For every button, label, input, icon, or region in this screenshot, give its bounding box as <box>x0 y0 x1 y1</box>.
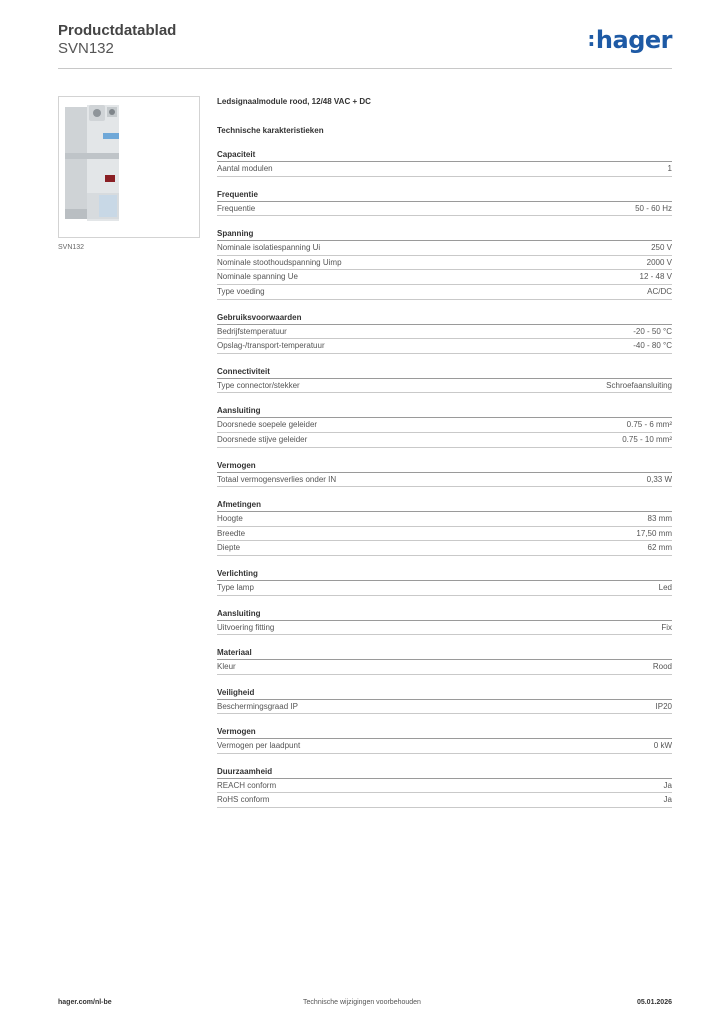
spec-row <box>217 256 672 271</box>
spec-label: Beschermingsgraad IP <box>217 701 298 711</box>
spec-row <box>217 162 672 177</box>
spec-group <box>217 150 672 177</box>
spec-value: Fix <box>661 622 672 632</box>
spec-row <box>217 270 672 285</box>
spec-label: Hoogte <box>217 514 243 524</box>
din-rail-module-icon <box>59 97 199 237</box>
logo-text: hager <box>595 26 672 54</box>
spec-row <box>217 541 672 556</box>
spec-group <box>217 500 672 556</box>
spec-group <box>217 727 672 754</box>
tech-characteristics-heading: Technische karakteristieken <box>217 126 324 135</box>
spec-label: Nominale isolatiespanning Ui <box>217 243 321 253</box>
spec-row <box>217 241 672 256</box>
spec-group-title: Afmetingen <box>217 500 672 512</box>
hager-logo <box>587 26 672 54</box>
spec-group <box>217 367 672 394</box>
spec-value: 17,50 mm <box>636 528 672 538</box>
spec-value: Led <box>658 582 672 592</box>
spec-group-title: Connectiviteit <box>217 367 672 379</box>
product-description: Ledsignaalmodule rood, 12/48 VAC + DC <box>217 97 371 106</box>
spec-label: Breedte <box>217 528 246 538</box>
spec-row <box>217 202 672 217</box>
footer-notice: Technische wijzigingen voorbehouden <box>303 999 421 1006</box>
spec-label: Frequentie <box>217 203 256 213</box>
spec-group-title: Vermogen <box>217 461 672 473</box>
spec-row <box>217 527 672 542</box>
spec-group <box>217 229 672 299</box>
spec-group-title: Aansluiting <box>217 609 672 621</box>
spec-group-title: Aansluiting <box>217 406 672 418</box>
spec-value: 250 V <box>651 243 672 253</box>
spec-value: Ja <box>663 795 672 805</box>
spec-row <box>217 739 672 754</box>
spec-label: Bedrijfstemperatuur <box>217 326 287 336</box>
spec-row <box>217 700 672 715</box>
spec-group <box>217 609 672 636</box>
spec-value: 0 kW <box>653 741 672 751</box>
spec-group-title: Spanning <box>217 229 672 241</box>
spec-group <box>217 648 672 675</box>
spec-value: Schroefaansluiting <box>606 380 672 390</box>
spec-value: 83 mm <box>647 514 672 524</box>
spec-group-title: Duurzaamheid <box>217 767 672 779</box>
spec-group <box>217 569 672 596</box>
spec-group <box>217 190 672 217</box>
spec-label: Type voeding <box>217 286 265 296</box>
spec-value: AC/DC <box>647 286 672 296</box>
spec-value: IP20 <box>655 701 672 711</box>
spec-value: Rood <box>652 662 672 672</box>
spec-label: Opslag-/transport-temperatuur <box>217 341 325 351</box>
spec-value: 62 mm <box>647 543 672 553</box>
footer-date: 05.01.2026 <box>636 999 672 1006</box>
spec-row <box>217 793 672 808</box>
spec-group <box>217 406 672 447</box>
spec-label: Aantal modulen <box>217 164 273 173</box>
spec-label: Nominale spanning Ue <box>217 272 298 282</box>
spec-row <box>217 621 672 636</box>
document-title: Productdatablad <box>58 22 177 39</box>
page-header <box>58 22 672 68</box>
spec-label: Totaal vermogensverlies onder IN <box>217 474 337 484</box>
product-code: SVN132 <box>58 40 114 57</box>
spec-groups <box>217 150 672 808</box>
header-divider <box>58 68 672 69</box>
spec-label: RoHS conform <box>217 795 270 805</box>
spec-value: 0,33 W <box>646 474 672 484</box>
spec-value: 1 <box>667 164 672 173</box>
logo-dots-icon: : <box>587 27 595 51</box>
spec-label: Doorsnede stijve geleider <box>217 434 308 444</box>
spec-row <box>217 581 672 596</box>
spec-row <box>217 418 672 433</box>
spec-group-title: Capaciteit <box>217 150 672 162</box>
spec-row <box>217 285 672 300</box>
spec-label: Diepte <box>217 543 241 553</box>
spec-value: 50 - 60 Hz <box>635 203 672 213</box>
spec-value: 2000 V <box>646 257 672 267</box>
spec-value: 12 - 48 V <box>639 272 672 282</box>
footer-website: hager.com/nl-be <box>58 999 112 1006</box>
spec-label: REACH conform <box>217 780 277 790</box>
spec-label: Nominale stoothoudspanning Uimp <box>217 257 342 267</box>
spec-label: Type lamp <box>217 582 254 592</box>
spec-group-title: Veiligheid <box>217 688 672 700</box>
spec-row <box>217 660 672 675</box>
spec-value: Ja <box>663 780 672 790</box>
spec-label: Doorsnede soepele geleider <box>217 420 318 430</box>
spec-group-title: Materiaal <box>217 648 672 660</box>
spec-row <box>217 512 672 527</box>
spec-group-title: Verlichting <box>217 569 672 581</box>
spec-content <box>217 96 672 808</box>
spec-value: -40 - 80 °C <box>633 341 672 351</box>
spec-row <box>217 433 672 448</box>
spec-group <box>217 461 672 488</box>
spec-row <box>217 473 672 488</box>
spec-row <box>217 325 672 340</box>
spec-row <box>217 339 672 354</box>
spec-group-title: Gebruiksvoorwaarden <box>217 313 672 325</box>
spec-group-title: Frequentie <box>217 190 672 202</box>
image-caption: SVN132 <box>58 244 85 251</box>
product-image <box>58 96 200 238</box>
spec-value: 0.75 - 10 mm² <box>622 434 672 444</box>
spec-group-title: Vermogen <box>217 727 672 739</box>
spec-value: -20 - 50 °C <box>633 326 672 336</box>
spec-row <box>217 779 672 794</box>
spec-label: Type connector/stekker <box>217 380 300 390</box>
spec-label: Kleur <box>217 662 236 672</box>
spec-group <box>217 688 672 715</box>
spec-row <box>217 379 672 394</box>
spec-value: 0.75 - 6 mm² <box>626 420 672 430</box>
spec-label: Vermogen per laadpunt <box>217 741 301 751</box>
spec-group <box>217 767 672 808</box>
spec-group <box>217 313 672 354</box>
spec-label: Uitvoering fitting <box>217 622 275 632</box>
